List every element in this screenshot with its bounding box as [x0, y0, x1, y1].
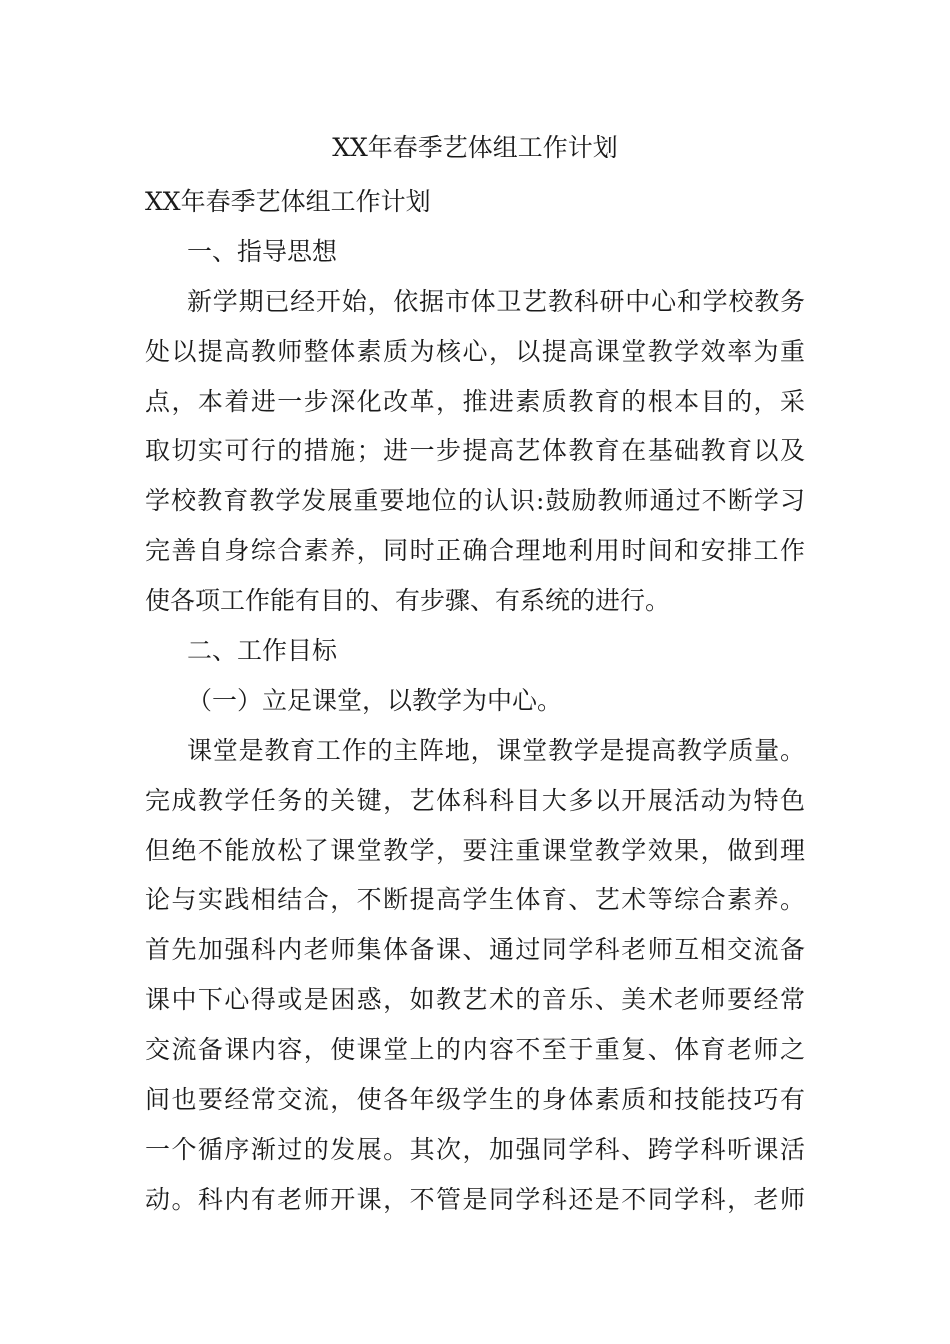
paragraph-line: 但绝不能放松了课堂教学，要注重课堂教学效果，做到理 — [145, 835, 805, 865]
paragraph-line: 论与实践相结合，不断提高学生体育、艺术等综合素养。 — [145, 885, 805, 915]
paragraph-line: 首先加强科内老师集体备课、通过同学科老师互相交流备 — [145, 935, 805, 965]
paragraph-line: 间也要经常交流，使各年级学生的身体素质和技能技巧有 — [145, 1085, 805, 1115]
subsection-heading: （一）立足课堂，以教学为中心。 — [187, 685, 563, 715]
section-heading-work-goals: 二、工作目标 — [187, 636, 338, 666]
paragraph-line: 交流备课内容，使课堂上的内容不至于重复、体育老师之 — [145, 1035, 805, 1065]
document-subtitle: XX年春季艺体组工作计划 — [145, 187, 431, 216]
paragraph-line: 一个循序渐过的发展。其次，加强同学科、跨学科听课活 — [145, 1134, 805, 1164]
section-heading-guiding-thought: 一、指导思想 — [187, 236, 338, 266]
paragraph-line: 完善自身综合素养，同时正确合理地利用时间和安排工作 — [145, 536, 805, 566]
paragraph-line: 新学期已经开始，依据市体卫艺教科研中心和学校教务 — [187, 286, 805, 316]
paragraph-line: 课堂是教育工作的主阵地，课堂教学是提高教学质量。 — [187, 735, 805, 765]
paragraph-line: 处以提高教师整体素质为核心，以提高课堂教学效率为重 — [145, 336, 805, 366]
paragraph-line: 取切实可行的措施；进一步提高艺体教育在基础教育以及 — [145, 436, 805, 466]
paragraph-line: 完成教学任务的关键，艺体科科目大多以开展活动为特色 — [145, 785, 805, 815]
paragraph-line: 动。科内有老师开课，不管是同学科还是不同学科，老师 — [145, 1184, 805, 1214]
document-title: XX年春季艺体组工作计划 — [332, 133, 618, 162]
paragraph-line: 学校教育教学发展重要地位的认识:鼓励教师通过不断学习 — [145, 486, 805, 516]
paragraph-line: 使各项工作能有目的、有步骤、有系统的进行。 — [145, 586, 671, 616]
paragraph-line: 课中下心得或是困惑，如教艺术的音乐、美术老师要经常 — [145, 985, 805, 1015]
document-body — [145, 177, 805, 1225]
paragraph-line: 点，本着进一步深化改革，推进素质教育的根本目的，采 — [145, 386, 805, 416]
